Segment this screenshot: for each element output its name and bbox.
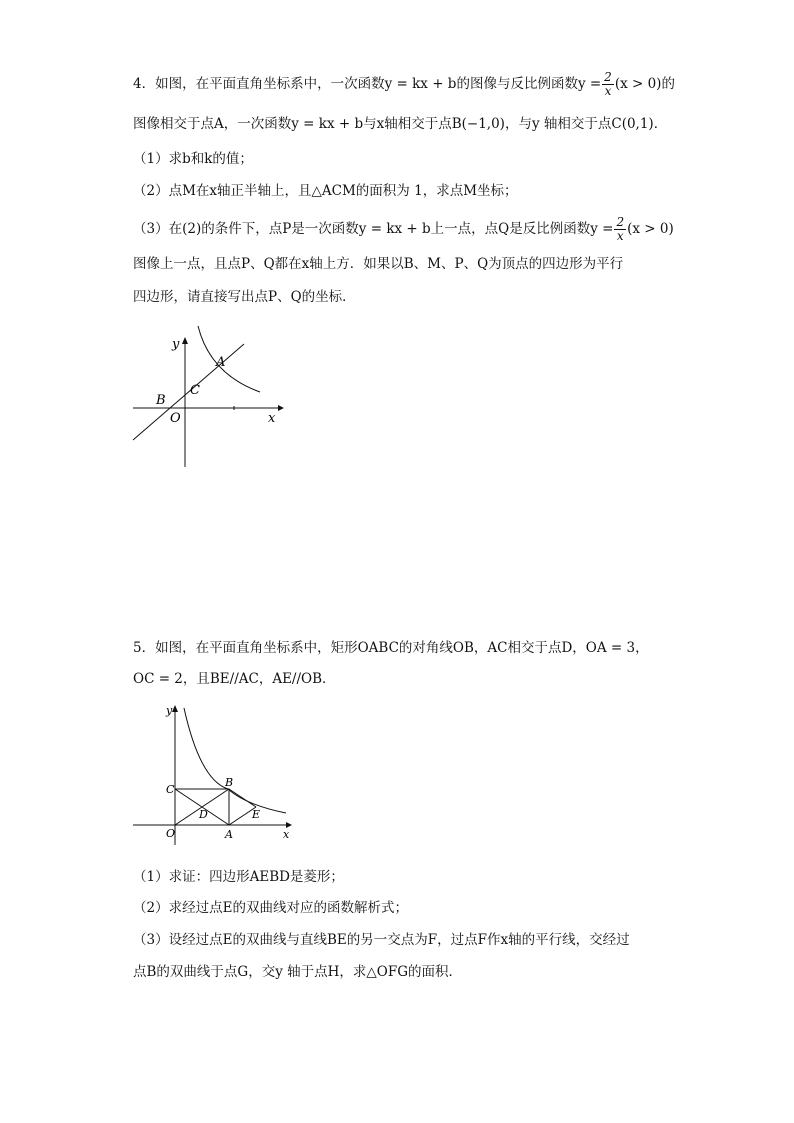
q4-part-2: （2）点M在x轴正半轴上，且△ACM的面积为 1，求点M坐标；	[133, 183, 518, 199]
q4-part-1: （1）求b和k的值；	[133, 151, 253, 167]
q4-part-3-fraction: $\frac{2}{x}$	[616, 215, 625, 243]
q5-label-A: A	[225, 828, 233, 841]
q5-line-2: OC = 2，且BE//AC，AE//OB．	[133, 671, 336, 687]
q4-label-B: B	[156, 393, 166, 408]
q5-segment-BE	[229, 789, 256, 807]
q5-label-x: x	[283, 828, 290, 841]
q4-part-3-tail: (x > 0)	[627, 221, 674, 237]
q4-line-1-tail: (x > 0)的	[614, 76, 675, 92]
q4-label-O: O	[170, 411, 181, 426]
q4-part-3	[133, 216, 674, 243]
q4-figure	[128, 322, 288, 472]
q5-part-2: （2）求经过点E的双曲线对应的函数解析式；	[133, 900, 408, 916]
q5-y-arrow	[172, 705, 178, 712]
q4-label-y: y	[172, 337, 180, 352]
q5-label-C: C	[166, 783, 175, 796]
q5-label-B: B	[225, 776, 234, 789]
q5-hyperbola-B	[184, 708, 228, 789]
q4-y-arrow	[182, 337, 188, 344]
q4-label-A: A	[216, 355, 226, 370]
q5-label-D: D	[199, 808, 208, 821]
q4-fraction: $\frac{2}{x}$	[604, 70, 612, 98]
q4-line-1-text: 4．如图，在平面直角坐标系中，一次函数y = kx + b的图像与反比例函数y =	[133, 76, 602, 92]
q5-label-y: y	[166, 704, 173, 717]
q5-part-1: （1）求证：四边形AEBD是菱形；	[133, 869, 344, 885]
q4-line-1	[133, 71, 675, 98]
q4-line-graph	[133, 344, 244, 440]
q4-line-2: 图像相交于点A，一次函数y = kx + b与x轴相交于点B(−1,0)，与y 轴相交于点C(0,1)．	[133, 116, 668, 132]
q4-label-x: x	[268, 411, 276, 426]
q4-x-arrow	[278, 405, 284, 411]
q4-part-3-text: （3）在(2)的条件下，点P是一次函数y = kx + b上一点，点Q是反比例函数y =	[133, 221, 614, 237]
q5-label-O: O	[166, 827, 176, 840]
q4-hyperbola	[198, 326, 260, 392]
q4-label-C: C	[190, 383, 200, 398]
q5-figure	[128, 700, 298, 850]
q4-part-3-line-3: 四边形，请直接写出点P、Q的坐标．	[133, 289, 356, 305]
q5-line-1: 5．如图，在平面直角坐标系中，矩形OABC的对角线OB，AC相交于点D，OA = 3，	[133, 640, 649, 656]
q4-part-3-line-2: 图像上一点，且点P、Q都在x轴上方．如果以B、M、P、Q为顶点的四边形为平行	[133, 256, 624, 272]
q5-part-3-line-2: 点B的双曲线于点G，交y 轴于点H，求△OFG的面积．	[133, 964, 462, 980]
q5-label-E: E	[252, 808, 261, 821]
q5-part-3: （3）设经过点E的双曲线与直线BE的另一交点为F，过点F作x轴的平行线，交经过	[133, 932, 630, 948]
